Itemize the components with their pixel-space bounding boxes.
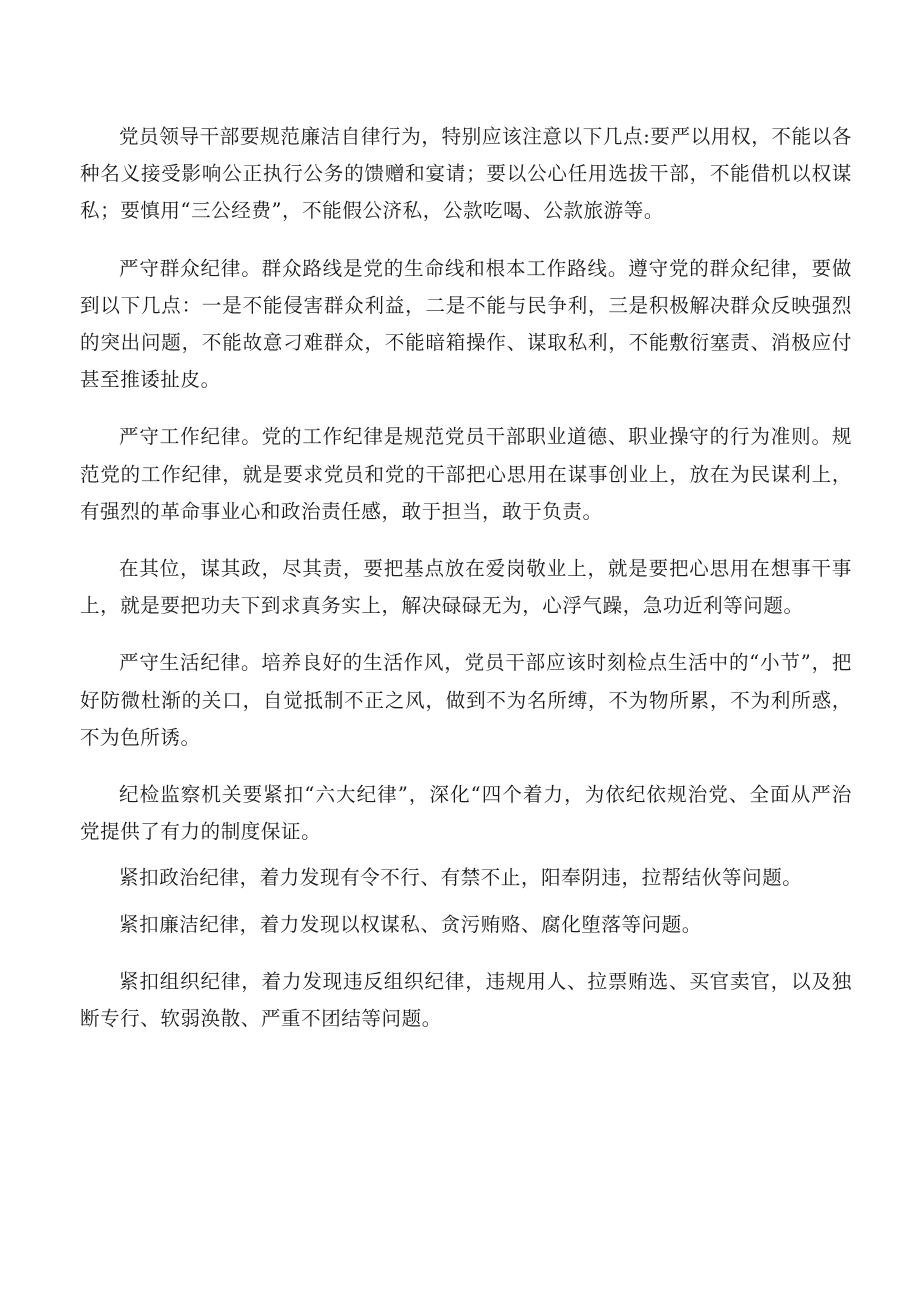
- paragraph-political-discipline: 紧扣政治纪律，着力发现有令不行、有禁不止，阳奉阴违，拉帮结伙等问题。: [119, 866, 803, 890]
- paragraph-organizational-discipline: 紧扣组织纪律，着力发现违反组织纪律，违规用人、拉票贿选、买官卖官，以及独断专行、软弱涣散、严重不团结等问题。: [80, 969, 852, 1031]
- paragraph-integrity-self-discipline: 党员领导干部要规范廉洁自律行为，特别应该注意以下几点:要严以用权，不能以各种名义接受影响公正执行公务的馈赠和宴请；要以公心任用选拔干部，不能借机以权谋私；要慎用“三公经费”，不能假公济私，公款吃喝、公款旅游等。: [80, 125, 852, 223]
- paragraph-mass-discipline: 严守群众纪律。群众路线是党的生命线和根本工作路线。遵守党的群众纪律，要做到以下几点：一是不能侵害群众利益，二是不能与民争利，三是积极解决群众反映强烈的突出问题，不能故意刁难群众，不能暗箱操作、谋取私利，不能敷衍塞责、消极应付甚至推诿扯皮。: [80, 256, 852, 392]
- paragraph-integrity-discipline: 紧扣廉洁纪律，着力发现以权谋私、贪污贿赂、腐化堕落等问题。: [119, 912, 702, 936]
- paragraph-life-discipline: 严守生活纪律。培养良好的生活作风，党员干部应该时刻检点生活中的“小节”，把好防微杜渐的关口，自觉抵制不正之风，做到不为名所缚，不为物所累，不为利所惑，不为色所诱。: [80, 651, 852, 749]
- paragraph-six-disciplines: 纪检监察机关要紧扣“六大纪律”，深化“四个着力，为依纪依规治党、全面从严治党提供了有力的制度保证。: [80, 783, 852, 844]
- paragraph-work-discipline: 严守工作纪律。党的工作纪律是规范党员干部职业道德、职业操守的行为准则。规范党的工作纪律，就是要求党员和党的干部把心思用在谋事创业上，放在为民谋利上，有强烈的革命事业心和政治责任感，敢于担当，敢于负责。: [80, 425, 852, 523]
- paragraph-dedication: 在其位，谋其政，尽其责，要把基点放在爱岗敬业上，就是要把心思用在想事干事上，就是要把功夫下到求真务实上，解决碌碌无为，心浮气躁，急功近利等问题。: [80, 557, 852, 618]
- document-body: [80, 118, 852, 1037]
